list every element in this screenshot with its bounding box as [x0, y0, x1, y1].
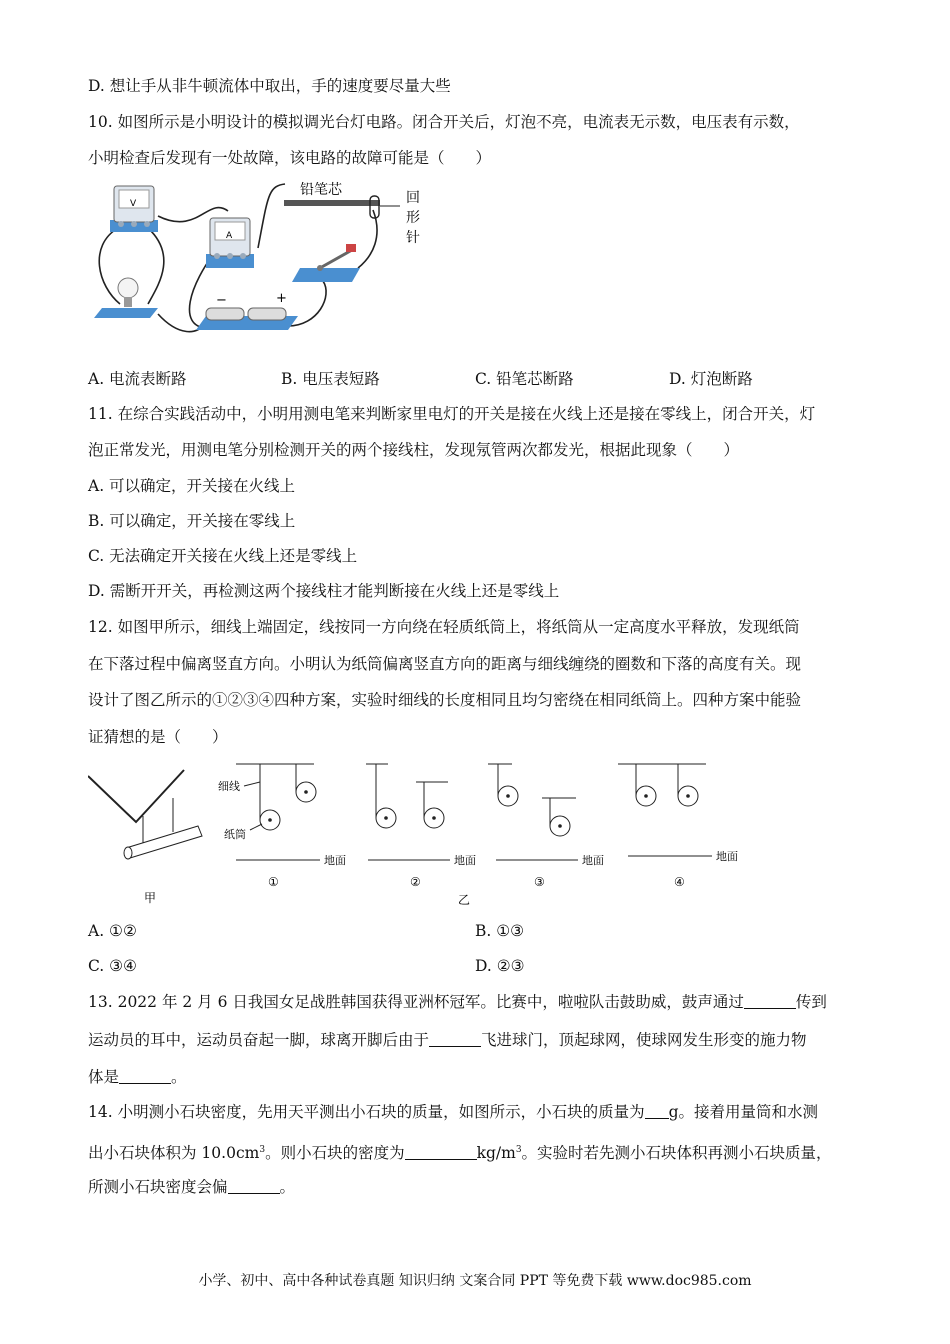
- q14-blank-mass[interactable]: [645, 1103, 669, 1119]
- q10-stem-line1: 10. 如图所示是小明设计的模拟调光台灯电路。闭合开关后，灯泡不亮，电流表无示数，电压表有示数，: [88, 113, 800, 131]
- q13-line1: [88, 992, 827, 1012]
- q13-line1-text-a: 13. 2022 年 2 月 6 日我国女足战胜韩国获得亚洲杯冠军。比赛中，啦啦队击鼓助威，鼓声通过: [88, 993, 744, 1011]
- q13-blank-1[interactable]: [744, 993, 796, 1009]
- scheme-1-label: ①: [268, 875, 279, 889]
- circuit-figure: [88, 176, 448, 346]
- minus-sign: −: [216, 293, 227, 308]
- label-jia: 甲: [144, 891, 157, 905]
- knife-switch: [292, 244, 360, 282]
- q14-line2: [88, 1140, 832, 1163]
- paper-tube-figure: [88, 752, 758, 912]
- ammeter: [206, 218, 254, 268]
- page-footer: 小学、初中、高中各种试卷真题 知识归纳 文案合同 PPT 等免费下载 www.doc985.com: [198, 1273, 752, 1289]
- pencil-label: 铅笔芯: [300, 182, 342, 198]
- q13-line3: [88, 1067, 187, 1087]
- scheme-4-label: ④: [674, 875, 685, 889]
- q13-line2: [88, 1030, 807, 1050]
- ground-label-4: 地面: [716, 850, 738, 863]
- ammeter-symbol: A: [226, 231, 233, 241]
- q13-line1-text-b: 传到: [795, 993, 827, 1011]
- q12-option-d: D. ②③: [475, 957, 525, 975]
- pencil-lead: [284, 200, 380, 206]
- q13-blank-3[interactable]: [119, 1068, 171, 1084]
- scheme-2: [368, 764, 476, 889]
- q11-stem-line1: 11. 在综合实践活动中，小明用测电笔来判断家里电灯的开关是接在火线上还是接在零线上，闭合开关，灯: [88, 405, 816, 423]
- q11-option-c: C. 无法确定开关接在火线上还是零线上: [88, 547, 358, 565]
- figure-jia: [88, 770, 202, 905]
- q11-option-b: B. 可以确定，开关接在零线上: [88, 512, 296, 530]
- scheme-3-label: ③: [534, 875, 545, 889]
- q14-line2-text-d: 。实验时若先测小石块体积再测小石块质量，: [521, 1144, 832, 1162]
- q14-line1-text-a: 14. 小明测小石块密度，先用天平测出小石块的质量，如图所示，小石块的质量为: [88, 1103, 645, 1121]
- scheme-4: [628, 764, 738, 889]
- q14-line2-text-a: 出小石块体积为 10.0cm: [88, 1144, 260, 1162]
- clip-label-3: 针: [406, 230, 420, 246]
- q14-blank-density[interactable]: [405, 1144, 477, 1160]
- q14-line2-text-b: 。则小石块的密度为: [265, 1144, 405, 1162]
- clip-label-1: 回: [406, 190, 420, 206]
- ground-label-2: 地面: [454, 854, 476, 867]
- q11-stem-line2: 泡正常发光，用测电笔分别检测开关的两个接线柱，发现氖管两次都发光，根据此现象（ ）: [88, 441, 740, 459]
- q13-line2-text-b: 飞进球门，顶起球网，使球网发生形变的施力物: [481, 1031, 807, 1049]
- q14-line2-sup2: 3: [515, 1145, 522, 1155]
- q11-option-d: D. 需断开开关，再检测这两个接线柱才能判断接在火线上还是零线上: [88, 582, 560, 600]
- q12-option-b: B. ①③: [475, 922, 525, 940]
- q14-line1: [88, 1102, 818, 1122]
- q10-option-b: B. 电压表短路: [281, 370, 380, 388]
- q13-line2-text-a: 运动员的耳中，运动员奋起一脚，球离开脚后由于: [88, 1031, 430, 1049]
- ground-label-1: 地面: [324, 854, 346, 867]
- q13-line3-text-b: 。: [171, 1068, 187, 1086]
- battery-holder: [196, 291, 298, 330]
- q14-blank-bias[interactable]: [228, 1178, 280, 1194]
- q12-stem-line4: 证猜想的是（ ）: [88, 728, 228, 746]
- light-bulb: [94, 278, 158, 318]
- clip-label-2: 形: [406, 210, 420, 226]
- q13-line3-text-a: 体是: [88, 1068, 120, 1086]
- q13-blank-2[interactable]: [429, 1031, 481, 1047]
- q9-option-d: D. 想让手从非牛顿流体中取出，手的速度要尽量大些: [88, 77, 451, 95]
- q10-option-c: C. 铅笔芯断路: [475, 370, 574, 388]
- q11-option-a: A. 可以确定，开关接在火线上: [88, 477, 296, 495]
- q14-line1-text-b: g。接着用量筒和水测: [668, 1103, 819, 1121]
- label-yi: 乙: [458, 893, 471, 907]
- q14-line2-sup: 3: [259, 1145, 266, 1155]
- q10-stem-line2: 小明检查后发现有一处故障，该电路的故障可能是（ ）: [88, 149, 492, 167]
- q14-line3-text-b: 。: [279, 1178, 296, 1196]
- voltmeter-symbol: V: [130, 199, 137, 209]
- scheme-1: [218, 764, 346, 889]
- q12-option-c: C. ③④: [88, 957, 137, 975]
- q14-line3-text-a: 所测小石块密度会偏: [88, 1178, 228, 1196]
- scheme-2-label: ②: [410, 875, 421, 889]
- q12-stem-line2: 在下落过程中偏离竖直方向。小明认为纸筒偏离竖直方向的距离与细线缠绕的圈数和下落的高度有关。现: [88, 655, 802, 673]
- q14-line3: [88, 1177, 295, 1197]
- ground-label-3: 地面: [582, 854, 604, 867]
- q12-stem-line1: 12. 如图甲所示，细线上端固定，线按同一方向绕在轻质纸筒上，将纸筒从一定高度水平释放，发现纸筒: [88, 618, 800, 636]
- q10-option-a: A. 电流表断路: [88, 370, 187, 388]
- q14-line2-text-c: kg/m: [476, 1144, 516, 1162]
- voltmeter: [110, 186, 158, 232]
- q10-option-d: D. 灯泡断路: [669, 370, 753, 388]
- scheme-3: [496, 764, 604, 889]
- plus-sign: +: [276, 291, 287, 306]
- tube-label: 纸筒: [224, 828, 246, 841]
- q12-stem-line3: 设计了图乙所示的①②③④四种方案，实验时细线的长度相同且均匀密绕在相同纸筒上。四种方案中能验: [88, 691, 802, 709]
- thread-label: 细线: [218, 780, 240, 793]
- q12-option-a: A. ①②: [88, 922, 137, 940]
